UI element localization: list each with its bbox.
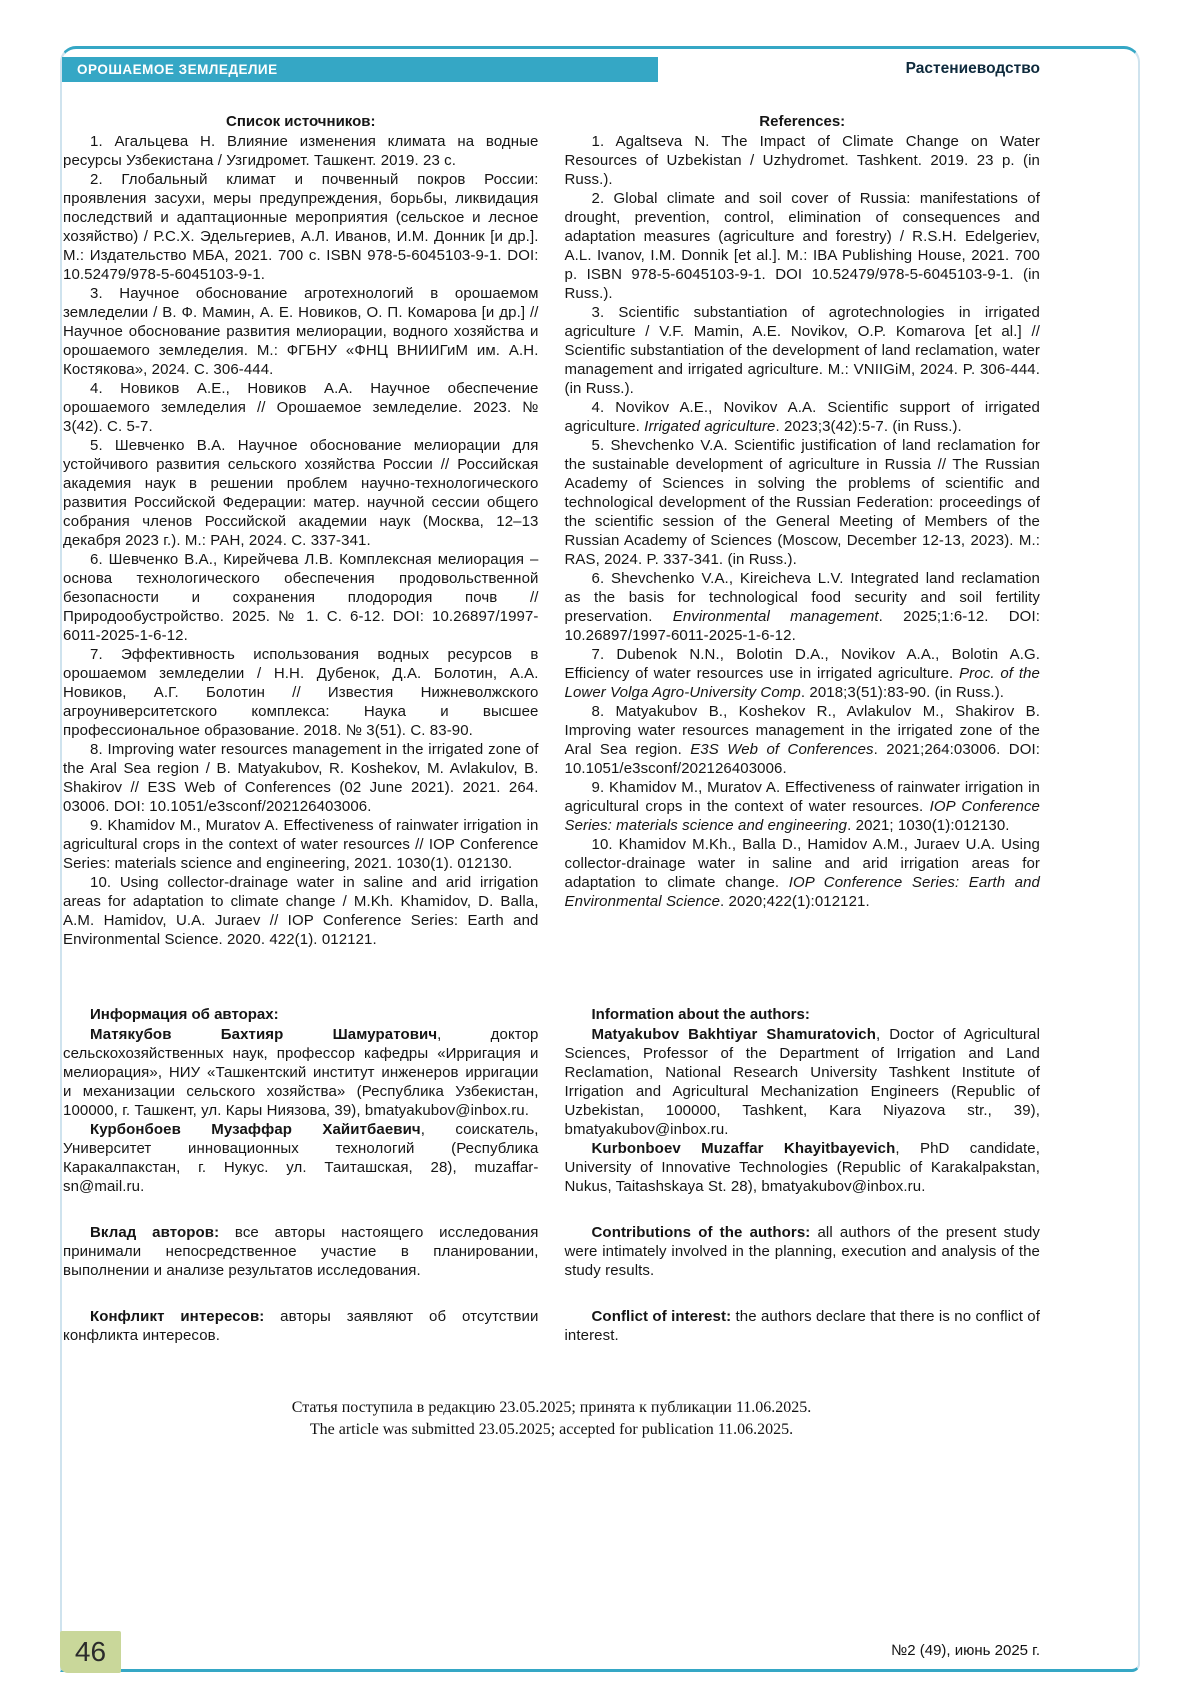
- reference-item-en: 10. Khamidov M.Kh., Balla D., Hamidov A.M., Juraev U.A. Using collector-drainage water in saline and arid irrigation areas for adaptation to climate change. IOP Conference Series: Earth and Environmental Science. 2020;422(1):012121.: [564, 836, 1040, 910]
- reference-item-ru: 3. Научное обоснование агротехнологий в орошаемом земледелии / В. Ф. Мамин, А. Е. Новиков, О. П. Комарова [и др.] // Научное обоснование развития мелиорации, водного хозяйства и орошаемого земледелия. М.: ФГБНУ «ФНЦ ВНИИГиМ им. А.Н. Костякова», 2024. С. 306-444.: [63, 285, 539, 378]
- contributions-en-section: [565, 1223, 1041, 1280]
- conflict-en-section: [565, 1307, 1041, 1345]
- journal-header-band: [62, 57, 658, 82]
- reference-item-en: 2. Global climate and soil cover of Russia: manifestations of drought, prevention, control, elimination of consequences and adaptation measures (agriculture and forestry) / R.S.H. Edelgeriev, A.L. Ivanov, I.M. Donnik [et al.]. M.: IBA Publishing House, 2021. 700 p. ISBN 978-5-6045103-9-1. DOI 10.52479/978-5-6045103-9-1. (in Russ.).: [564, 190, 1040, 302]
- two-column-grid: [63, 112, 1040, 1345]
- authors-ru-title: Информация об авторах:: [90, 1006, 279, 1023]
- author-paragraph-ru: Курбонбоев Музаффар Хайитбаевич, соискатель, Университет инновационных технологий (Республика Каракалпакстан, г. Нукус. ул. Таиташская, 28), muzaffar-sn@mail.ru.: [63, 1121, 539, 1195]
- authors-ru-list: [63, 1025, 539, 1196]
- reference-item-en: 5. Shevchenko V.A. Scientific justification of land reclamation for the sustainable development of agriculture in Russia // The Russian Academy of Sciences in solving the problems of scientific and technological development of the Russian Federation: proceedings of the scientific session of the General Meeting of Members of the Russian Academy of Sciences (Moscow, December 12-13, 2023). M.: RAS, 2024. P. 337-341. (in Russ.).: [564, 437, 1040, 568]
- issue-label: №2 (49), июнь 2025 г.: [891, 1642, 1040, 1659]
- submission-note: [63, 1397, 1040, 1441]
- authors-en-section: [565, 1005, 1041, 1196]
- reference-item-ru: 7. Эффективность использования водных ресурсов в орошаемом земледелии / Н.Н. Дубенок, Д.А. Болотин, А.А. Новиков, А.Г. Болотин // Известия Нижневолжского агроуниверситетского комплекса: Наука и высшее профессиональное образование. 2018. № 3(51). С. 83-90.: [63, 646, 539, 739]
- reference-item-ru: 9. Khamidov M., Muratov A. Effectiveness of rainwater irrigation in agricultural crops in the context of water resources // IOP Conference Series: materials science and engineering, 2021. 1030(1). 012130.: [63, 817, 539, 872]
- reference-item-en: 1. Agaltseva N. The Impact of Climate Change on Water Resources of Uzbekistan / Uzhydromet. Tashkent. 2019. 23 p. (in Russ.).: [564, 133, 1040, 188]
- reference-item-en: 8. Matyakubov B., Koshekov R., Avlakulov M., Shakirov B. Improving water resources management in the irrigated zone of the Aral Sea region. E3S Web of Conferences. 2021;264:03006. DOI: 10.1051/e3sconf/202126403006.: [564, 703, 1040, 777]
- contributions-ru-text: Вклад авторов: все авторы настоящего исследования принимали непосредственное участие в планировании, выполнении и анализе результатов исследования.: [63, 1224, 539, 1279]
- contributions-en-text: Contributions of the authors: all authors of the present study were intimately involved in the planning, execution and analysis of the study results.: [564, 1224, 1041, 1279]
- authors-en-list: [565, 1025, 1041, 1196]
- page-content: [63, 112, 1040, 1441]
- reference-item-en: 3. Scientific substantiation of agrotechnologies in irrigated agriculture / V.F. Mamin, A.E. Novikov, O.P. Komarova [et al.] // Scientific substantiation of the development of land reclamation, water management and irrigated agriculture. M.: VNIIGiM, 2024. P. 306-444. (in Russ.).: [564, 304, 1040, 397]
- references-ru-title: Список источников:: [226, 113, 376, 130]
- reference-item-en: 6. Shevchenko V.A., Kireicheva L.V. Integrated land reclamation as the basis for technological food security and soil fertility preservation. Environmental management. 2025;1:6-12. DOI: 10.26897/1997-6011-2025-1-6-12.: [564, 570, 1040, 644]
- conflict-en-text: Conflict of interest: the authors declare that there is no conflict of interest.: [564, 1308, 1040, 1344]
- references-en-section: [565, 112, 1041, 949]
- reference-item-ru: 4. Новиков А.Е., Новиков А.А. Научное обеспечение орошаемого земледелия // Орошаемое земледелие. 2023. № 3(42). С. 5-7.: [63, 380, 539, 435]
- reference-item-ru: 6. Шевченко В.А., Кирейчева Л.В. Комплексная мелиорация – основа технологического обеспечения продовольственной безопасности и сохранения плодородия почв // Природообустройство. 2025. № 1. С. 6-12. DOI: 10.26897/1997-6011-2025-1-6-12.: [63, 551, 539, 644]
- conflict-ru-section: [63, 1307, 539, 1345]
- reference-item-en: 9. Khamidov M., Muratov A. Effectiveness of rainwater irrigation in agricultural crops in the context of water resources. IOP Conference Series: materials science and engineering. 2021; 1030(1):012130.: [564, 779, 1040, 834]
- conflict-ru-text: Конфликт интересов: авторы заявляют об отсутствии конфликта интересов.: [63, 1308, 539, 1344]
- reference-item-ru: 10. Using collector-drainage water in saline and arid irrigation areas for adaptation to climate change / M.Kh. Khamidov, D. Balla, A.M. Hamidov, U.A. Juraev // IOP Conference Series: Earth and Environmental Science. 2020. 422(1). 012121.: [63, 874, 539, 948]
- reference-item-en: 4. Novikov A.E., Novikov A.A. Scientific support of irrigated agriculture. Irrigated agriculture. 2023;3(42):5-7. (in Russ.).: [564, 399, 1040, 435]
- reference-item-ru: 1. Агальцева Н. Влияние изменения климата на водные ресурсы Узбекистана / Узгидромет. Ташкент. 2019. 23 с.: [63, 133, 539, 169]
- section-label: Растениеводство: [905, 60, 1040, 77]
- authors-ru-section: [63, 1005, 539, 1196]
- reference-item-ru: 2. Глобальный климат и почвенный покров России: проявления засухи, меры предупреждения, борьбы, ликвидация последствий и адаптационные мероприятия (сельское и лесное хозяйство) / Р.С.Х. Эдельгериев, А.Л. Иванов, И.М. Донник [и др.]. М.: Издательство МБА, 2021. 700 с. ISBN 978-5-6045103-9-1. DOI: 10.52479/978-5-6045103-9-1.: [63, 171, 539, 283]
- author-paragraph-en: Kurbonboev Muzaffar Khayitbayevich, PhD candidate, University of Innovative Technologies (Republic of Karakalpakstan, Nukus, Taitashskaya St. 28), bmatyakubov@inbox.ru.: [564, 1140, 1040, 1195]
- references-ru-section: [63, 112, 539, 949]
- authors-en-title: Information about the authors:: [591, 1006, 810, 1023]
- references-ru-list: [63, 132, 539, 949]
- author-paragraph-ru: Матякубов Бахтияр Шамуратович, доктор сельскохозяйственных наук, профессор кафедры «Ирригация и мелиорация», НИУ «Ташкентский институт инженеров ирригации и механизации сельского хозяйства» (Республика Узбекистан, 100000, г. Ташкент, ул. Кары Ниязова, 39), bmatyakubov@inbox.ru.: [63, 1026, 539, 1119]
- submission-en: The article was submitted 23.05.2025; accepted for publication 11.06.2025.: [309, 1421, 794, 1438]
- page-number: 46: [74, 1636, 107, 1667]
- reference-item-en: 7. Dubenok N.N., Bolotin D.A., Novikov A.A., Bolotin A.G. Efficiency of water resources use in irrigated agriculture. Proc. of the Lower Volga Agro-University Comp. 2018;3(51):83-90. (in Russ.).: [564, 646, 1040, 701]
- reference-item-ru: 8. Improving water resources management in the irrigated zone of the Aral Sea region / B. Matyakubov, R. Koshekov, M. Avlakulov, B. Shakirov // E3S Web of Conferences (02 June 2021). 2021. 264. 03006. DOI: 10.1051/e3sconf/202126403006.: [63, 741, 539, 815]
- submission-ru: Статья поступила в редакцию 23.05.2025; принята к публикации 11.06.2025.: [291, 1399, 812, 1416]
- page-number-box: [60, 1631, 121, 1673]
- references-en-list: [565, 132, 1041, 911]
- contributions-ru-section: [63, 1223, 539, 1280]
- references-en-title: References:: [759, 113, 846, 130]
- reference-item-ru: 5. Шевченко В.А. Научное обоснование мелиорации для устойчивого развития сельского хозяйства России // Российская академия наук в решении проблем научно-технологического развития Российской Федерации: матер. научной сессии общего собрания членов Российской академии наук (Москва, 12–13 декабря 2023 г.). М.: РАН, 2024. С. 337-341.: [63, 437, 539, 549]
- author-paragraph-en: Matyakubov Bakhtiyar Shamuratovich, Doctor of Agricultural Sciences, Professor of the Department of Irrigation and Land Reclamation, National Research University Tashkent Institute of Irrigation and Agricultural Mechanization Engineers (Republic of Uzbekistan, 100000, Tashkent, Kara Niyazova str., 39), bmatyakubov@inbox.ru.: [564, 1026, 1041, 1138]
- journal-title: ОРОШАЕМОЕ ЗЕМЛЕДЕЛИЕ: [77, 62, 278, 77]
